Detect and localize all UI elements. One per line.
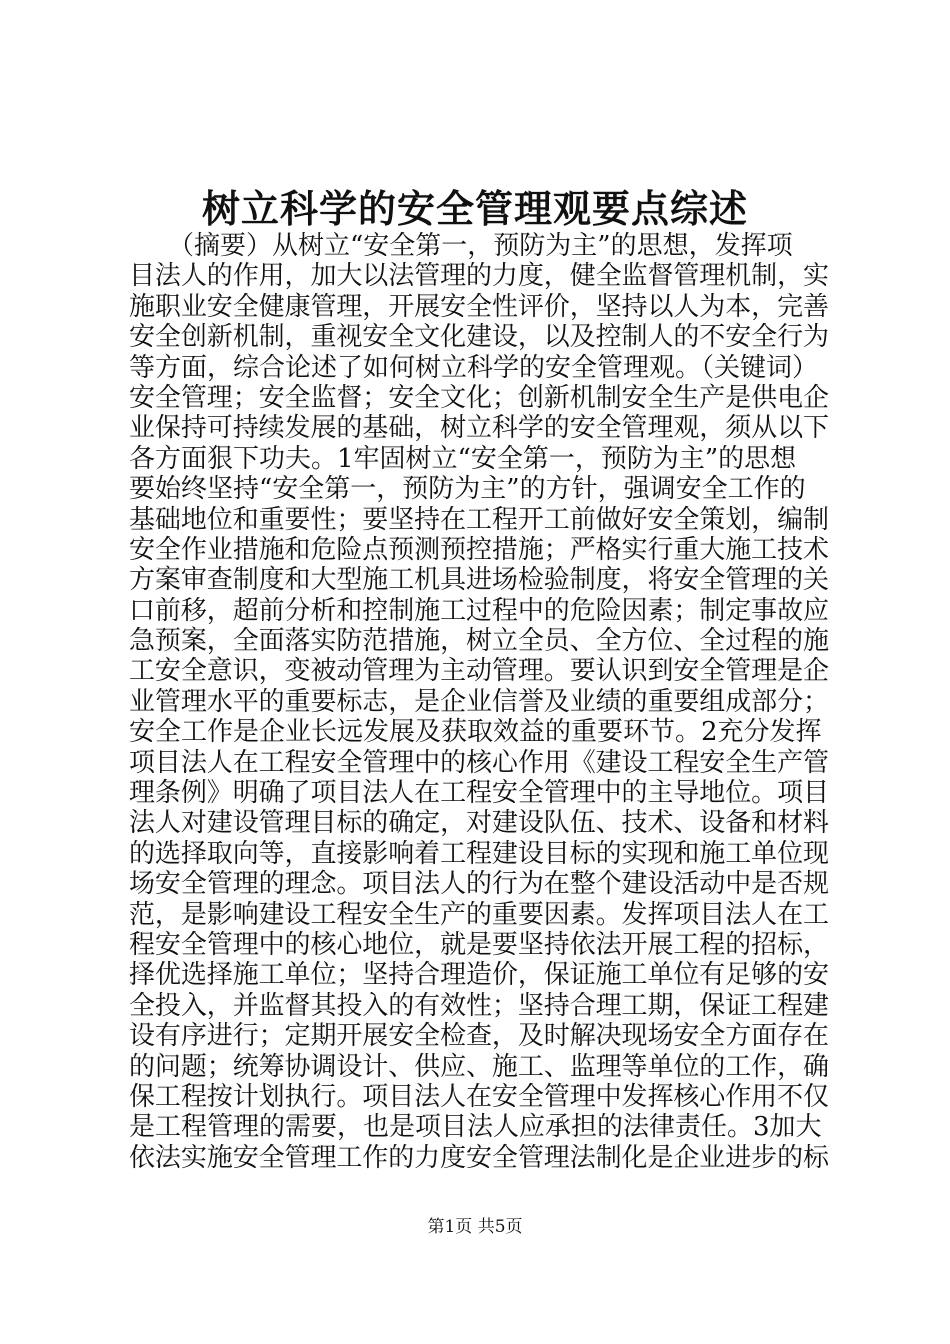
body-line: 的问题；统筹协调设计、供应、施工、监理等单位的工作，确 bbox=[129, 1051, 829, 1082]
body-line: 范，是影响建设工程安全生产的重要因素。发挥项目法人在工 bbox=[129, 899, 829, 930]
body-line: 工安全意识，变被动管理为主动管理。要认识到安全管理是企 bbox=[129, 656, 829, 687]
body-line: 安全管理；安全监督；安全文化；创新机制安全生产是供电企 bbox=[129, 382, 829, 413]
body-line: 口前移，超前分析和控制施工过程中的危险因素；制定事故应 bbox=[129, 595, 829, 626]
body-line: 设有序进行；定期开展安全检查，及时解决现场安全方面存在 bbox=[129, 1021, 829, 1052]
body-line: 基础地位和重要性；要坚持在工程开工前做好安全策划，编制 bbox=[129, 504, 829, 535]
body-line: 安全创新机制，重视安全文化建设，以及控制人的不安全行为 bbox=[129, 322, 829, 353]
body-line: 的选择取向等，直接影响着工程建设目标的实现和施工单位现 bbox=[129, 838, 829, 869]
body-line: 要始终坚持“安全第一，预防为主”的方针，强调安全工作的 bbox=[129, 474, 806, 505]
page-footer: 第1页 共5页 bbox=[427, 1217, 523, 1237]
body-line: 方案审查制度和大型施工机具进场检验制度，将安全管理的关 bbox=[129, 565, 829, 596]
body-line: 择优选择施工单位；坚持合理造价，保证施工单位有足够的安 bbox=[129, 960, 829, 991]
document-body bbox=[129, 231, 829, 1173]
body-line: 等方面，综合论述了如何树立科学的安全管理观。（关键词） bbox=[129, 352, 819, 383]
document-title: 树立科学的安全管理观要点综述 bbox=[201, 187, 748, 231]
body-line: 理条例》明确了项目法人在工程安全管理中的主导地位。项目 bbox=[129, 778, 829, 809]
body-line: 项目法人在工程安全管理中的核心作用《建设工程安全生产管 bbox=[129, 747, 829, 778]
body-line: 法人对建设管理目标的确定，对建设队伍、技术、设备和材料 bbox=[129, 808, 829, 839]
body-line: 业管理水平的重要标志，是企业信誉及业绩的重要组成部分； bbox=[129, 686, 829, 717]
body-line: 目法人的作用，加大以法管理的力度，健全监督管理机制，实 bbox=[129, 261, 829, 292]
body-line: （摘要）从树立“安全第一，预防为主”的思想，发挥项 bbox=[129, 231, 793, 261]
body-line: 程安全管理中的核心地位，就是要坚持依法开展工程的招标， bbox=[129, 929, 829, 960]
body-line: 是工程管理的需要，也是项目法人应承担的法律责任。3加大 bbox=[129, 1112, 822, 1143]
body-line: 全投入，并监督其投入的有效性；坚持合理工期，保证工程建 bbox=[129, 990, 829, 1021]
body-line: 急预案，全面落实防范措施，树立全员、全方位、全过程的施 bbox=[129, 626, 829, 657]
body-line: 各方面狠下功夫。1牢固树立“安全第一，预防为主”的思想 bbox=[129, 443, 797, 474]
body-line: 施职业安全健康管理，开展安全性评价，坚持以人为本，完善 bbox=[129, 291, 829, 322]
body-line: 保工程按计划执行。项目法人在安全管理中发挥核心作用不仅 bbox=[129, 1081, 829, 1112]
body-line: 安全工作是企业长远发展及获取效益的重要环节。2充分发挥 bbox=[129, 717, 822, 748]
body-line: 业保持可持续发展的基础，树立科学的安全管理观，须从以下 bbox=[129, 413, 829, 444]
body-line: 依法实施安全管理工作的力度安全管理法制化是企业进步的标 bbox=[129, 1142, 829, 1173]
body-line: 场安全管理的理念。项目法人的行为在整个建设活动中是否规 bbox=[129, 869, 829, 900]
body-line: 安全作业措施和危险点预测预控措施；严格实行重大施工技术 bbox=[129, 534, 829, 565]
